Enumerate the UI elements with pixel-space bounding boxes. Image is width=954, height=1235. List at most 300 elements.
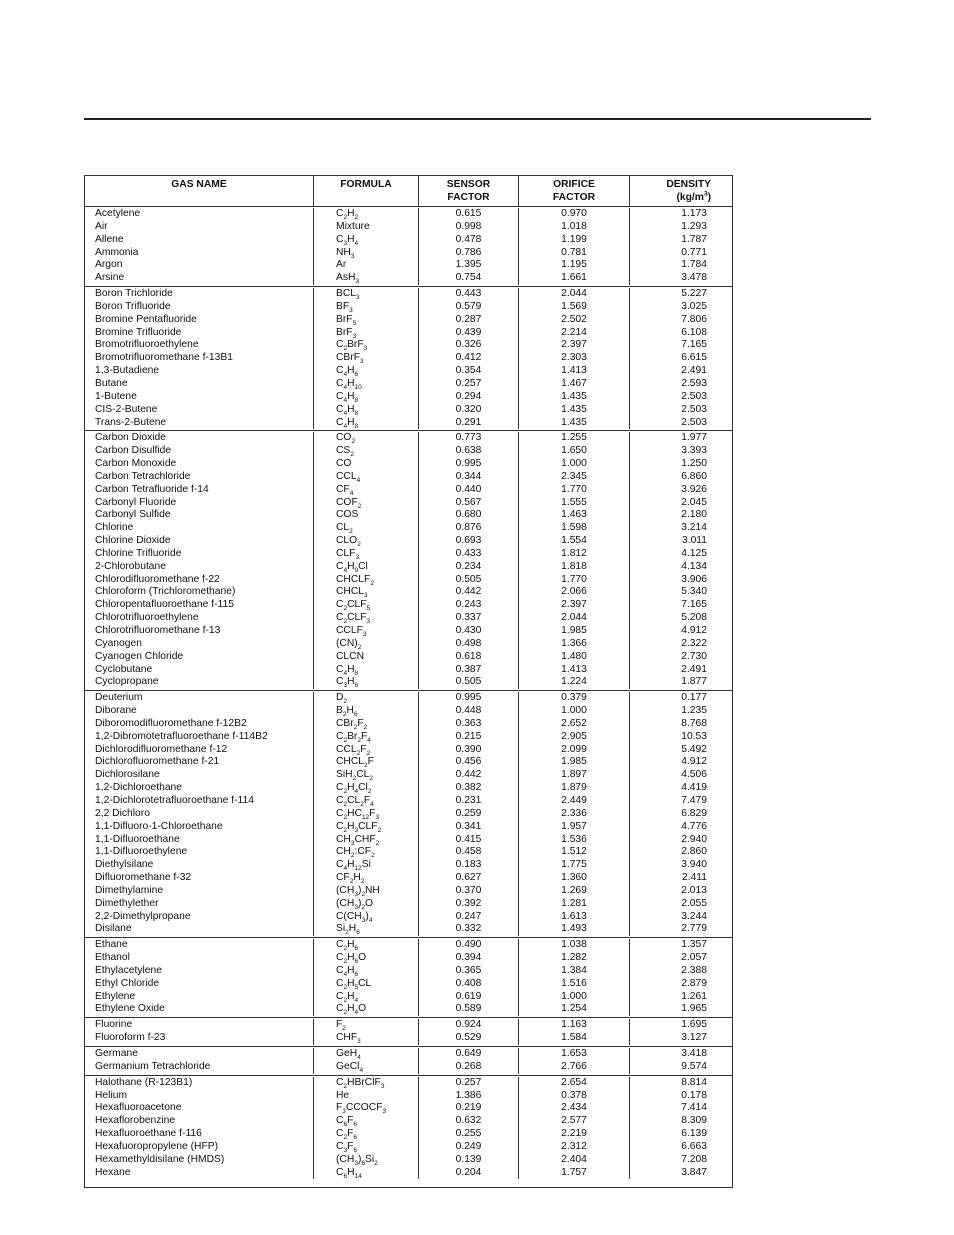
orifice-factor-cell: 0.781	[518, 247, 629, 260]
formula-cell: $(CH_3)_2NH$	[313, 885, 418, 898]
sensor-factor-cell: 0.924	[418, 1019, 518, 1032]
formula-cell: $C_2CLF_3$	[313, 612, 418, 625]
density-cell: 2.411	[629, 872, 732, 885]
table-row	[85, 731, 732, 744]
table-row	[85, 417, 732, 430]
formula-subscript: 3	[380, 1082, 385, 1090]
gas-name-cell: Boron Trifluoride	[95, 300, 171, 312]
formula-subscript: 2	[367, 788, 372, 796]
gas-name-cell: Ammonia	[95, 246, 139, 258]
table-row	[85, 923, 732, 936]
orifice-factor-cell: 1.199	[518, 234, 629, 247]
gas-name-cell: Butane	[95, 377, 128, 389]
formula-subscript: 2	[357, 643, 362, 651]
table-row	[85, 744, 732, 757]
gas-name-cell: Cyclopropane	[95, 676, 159, 688]
density-cell: 2.879	[629, 978, 732, 991]
gas-name-cell: Dichlorodifluoromethane f-12	[95, 743, 228, 755]
formula-cell: $CH_2:CF_2$	[313, 846, 418, 859]
orifice-factor-cell: 1.281	[518, 898, 629, 911]
formula-subscript: 4	[343, 865, 348, 873]
orifice-factor-cell: 2.219	[518, 1128, 629, 1141]
formula-subscript: 4	[343, 409, 348, 417]
formula-subscript: 2	[357, 541, 361, 549]
formula-subscript: 2	[364, 762, 368, 770]
orifice-factor-cell: 2.336	[518, 808, 629, 821]
gas-name-cell: Cyanogen	[95, 637, 142, 649]
orifice-factor-cell: 1.569	[518, 301, 629, 314]
density-cell: 0.178	[629, 1090, 732, 1103]
table-row	[85, 221, 732, 234]
formula-cell: He	[313, 1090, 418, 1103]
table-row	[85, 834, 732, 847]
orifice-factor-cell: 2.303	[518, 352, 629, 365]
gas-name-cell: Fluorine	[95, 1019, 133, 1031]
sensor-factor-cell: 0.243	[418, 599, 518, 612]
formula-cell: Ar	[313, 259, 418, 272]
density-cell: 3.393	[629, 445, 732, 458]
formula-subscript: 6	[354, 682, 359, 690]
formula-cell: $C_3F_6$	[313, 1141, 418, 1154]
gas-name-cell: Bromine Pentafluoride	[95, 313, 197, 325]
formula-cell: $D_2$	[313, 692, 418, 705]
formula-subscript: 2	[343, 996, 348, 1004]
gas-name-cell: Disilane	[95, 923, 132, 935]
orifice-factor-cell: 1.957	[518, 821, 629, 834]
table-row	[85, 872, 732, 885]
gas-name-cell: Carbonyl Fluoride	[95, 496, 177, 508]
sensor-factor-cell: 0.231	[418, 795, 518, 808]
table-row	[85, 272, 732, 285]
formula-subscript: 2	[375, 839, 380, 847]
table-row	[85, 445, 732, 458]
density-cell: 3.906	[629, 574, 732, 587]
density-cell: 7.414	[629, 1102, 732, 1115]
formula-cell: $C_2H_4Cl_2$	[313, 782, 418, 795]
formula-subscript: 3	[354, 903, 358, 911]
orifice-factor-cell: 1.554	[518, 535, 629, 548]
table-row	[85, 1019, 732, 1032]
gas-name-cell: Bromotrifluoromethane f-13B1	[95, 352, 233, 364]
table-row	[85, 705, 732, 718]
gas-name-cell: Hexane	[95, 1166, 131, 1178]
table-row	[85, 911, 732, 924]
formula-subscript: 6	[361, 1159, 365, 1167]
formula-cell: GeCl$_4$	[313, 1061, 418, 1074]
formula-subscript: 2	[342, 1025, 346, 1033]
table-group	[85, 287, 732, 431]
gas-name-cell: Chlorotrifluoromethane f-13	[95, 625, 221, 636]
formula-subscript: 2	[353, 723, 358, 731]
orifice-factor-cell: 1.584	[518, 1032, 629, 1045]
formula-cell: $C_2H_5CL$	[313, 978, 418, 991]
density-cell: 4.912	[629, 625, 732, 638]
table-row	[85, 352, 732, 365]
sensor-factor-cell: 0.632	[418, 1115, 518, 1128]
density-cell: 7.165	[629, 339, 732, 352]
gas-name-cell: 1,2-Dichlorotetrafluoroethane f-114	[95, 794, 254, 806]
formula-cell: $B_2H_6$	[313, 705, 418, 718]
formula-subscript: 2	[354, 214, 359, 221]
orifice-factor-cell: 1.435	[518, 404, 629, 417]
sensor-factor-cell: 0.257	[418, 1077, 518, 1090]
formula-cell: $C_2H_2$	[313, 208, 418, 221]
sensor-factor-cell: 0.589	[418, 1003, 518, 1016]
formula-subscript: 2	[377, 826, 382, 834]
formula-cell: $C_2BrF_3$	[313, 339, 418, 352]
formula-subscript: 6	[353, 1146, 357, 1154]
table-row	[85, 885, 732, 898]
formula-subscript: 2	[374, 1159, 378, 1167]
formula-cell: CO	[313, 458, 418, 471]
formula-subscript: 3	[352, 332, 357, 340]
formula-subscript: 2	[352, 775, 357, 783]
density-cell: 1.784	[629, 259, 732, 272]
formula-cell: $BCL_3$	[313, 288, 418, 301]
sensor-factor-cell: 0.363	[418, 718, 518, 731]
density-cell: 1.977	[629, 432, 732, 445]
orifice-factor-cell: 1.770	[518, 484, 629, 497]
table-row	[85, 965, 732, 978]
table-row	[85, 1077, 732, 1090]
table-row	[85, 1048, 732, 1061]
table-row	[85, 808, 732, 821]
density-cell: 5.227	[629, 288, 732, 301]
table-row	[85, 586, 732, 599]
gas-name-cell: Chlorine	[95, 522, 134, 534]
sensor-factor-cell: 0.440	[418, 484, 518, 497]
gas-name-cell: 1,3-Butadiene	[95, 365, 160, 377]
formula-subscript: 2	[351, 438, 356, 446]
orifice-factor-cell: 1.224	[518, 676, 629, 689]
gas-name-cell: Carbon Dioxide	[95, 432, 166, 444]
sensor-factor-cell: 0.439	[418, 327, 518, 340]
orifice-factor-cell: 1.536	[518, 834, 629, 847]
table-row	[85, 365, 732, 378]
gas-name-cell: Boron Trichloride	[95, 288, 173, 300]
gas-name-cell: 2,2-Dimethylpropane	[95, 910, 191, 922]
orifice-factor-cell: 1.384	[518, 965, 629, 978]
formula-subscript: 3	[382, 1108, 387, 1116]
formula-subscript: 2	[356, 749, 361, 757]
sensor-factor-cell: 0.294	[418, 391, 518, 404]
formula-cell: $C_2CL_2F_4$	[313, 795, 418, 808]
formula-subscript: 4	[354, 239, 359, 247]
table-row	[85, 522, 732, 535]
formula-subscript: 6	[354, 970, 359, 978]
formula-cell: BrF$_3$	[313, 327, 418, 340]
formula-subscript: 2	[343, 605, 348, 613]
density-cell: 6.860	[629, 471, 732, 484]
formula-cell: $CLF_3$	[313, 548, 418, 561]
formula-subscript: 4	[367, 736, 371, 744]
formula-subscript: 5	[354, 983, 359, 991]
table-row	[85, 859, 732, 872]
table-group	[85, 431, 732, 691]
gas-name-cell: Dimethylether	[95, 897, 159, 909]
density-cell: 6.108	[629, 327, 732, 340]
header-sensor-factor-line2: FACTOR	[447, 192, 490, 203]
formula-subscript: 10	[354, 383, 362, 391]
table-group	[85, 1047, 732, 1076]
sensor-factor-cell: 0.490	[418, 939, 518, 952]
sensor-factor-cell: 0.390	[418, 744, 518, 757]
sensor-factor-cell: 0.326	[418, 339, 518, 352]
formula-cell: $C_2HC_{12}F_3$	[313, 808, 418, 821]
formula-subscript: 8	[354, 422, 359, 430]
gas-name-cell: Cyclobutane	[95, 663, 153, 675]
gas-name-cell: Chlorodifluoromethane f-22	[95, 573, 220, 585]
density-cell: 1.235	[629, 705, 732, 718]
formula-subscript: 3	[375, 813, 380, 821]
density-cell: 2.491	[629, 664, 732, 677]
formula-cell: $C_2H_4$	[313, 991, 418, 1004]
table-row	[85, 756, 732, 769]
formula-subscript: 2	[343, 958, 348, 966]
sensor-factor-cell: 0.247	[418, 911, 518, 924]
gas-name-cell: Ethylene	[95, 990, 136, 1002]
table-row	[85, 378, 732, 391]
formula-subscript: 2	[357, 736, 361, 744]
table-row	[85, 1141, 732, 1154]
formula-subscript: 4	[343, 566, 348, 574]
header-sensor-factor-line1: SENSOR	[446, 179, 491, 190]
density-cell: 2.322	[629, 638, 732, 651]
orifice-factor-cell: 0.378	[518, 1090, 629, 1103]
formula-subscript: 3	[343, 239, 348, 247]
formula-subscript: 3	[350, 252, 355, 260]
density-cell: 6.139	[629, 1128, 732, 1141]
formula-subscript: 2	[366, 749, 371, 757]
formula-cell: $CF_2H_2$	[313, 872, 418, 885]
density-cell: 2.388	[629, 965, 732, 978]
table-row	[85, 898, 732, 911]
gas-name-cell: 1,1-Difluoroethylene	[95, 846, 188, 858]
table-row	[85, 259, 732, 272]
sensor-factor-cell: 0.415	[418, 834, 518, 847]
sensor-factor-cell: 0.234	[418, 561, 518, 574]
density-cell: 8.814	[629, 1077, 732, 1090]
sensor-factor-cell: 0.619	[418, 991, 518, 1004]
orifice-factor-cell: 1.653	[518, 1048, 629, 1061]
gas-name-cell: Argon	[95, 259, 123, 271]
gas-name-cell: Carbon Monoxide	[95, 458, 177, 470]
table-row	[85, 432, 732, 445]
formula-subscript: 2	[343, 983, 348, 991]
table-row	[85, 638, 732, 651]
formula-cell: Mixture	[313, 221, 418, 234]
sensor-factor-cell: 0.998	[418, 221, 518, 234]
density-cell: 1.695	[629, 1019, 732, 1032]
formula-cell: $C_2F_6$	[313, 1128, 418, 1141]
formula-subscript: 2	[363, 723, 368, 731]
formula-subscript: 4	[354, 1009, 359, 1017]
formula-subscript: 6	[353, 1134, 357, 1142]
table-group	[85, 1018, 732, 1047]
formula-subscript: 4	[368, 916, 373, 924]
formula-subscript: 2	[343, 618, 348, 626]
table-row	[85, 458, 732, 471]
formula-subscript: 2	[343, 813, 348, 821]
density-cell: 10.53	[629, 731, 732, 744]
formula-cell: $C_2H_4O$	[313, 1003, 418, 1016]
formula-subscript: 2	[343, 826, 348, 834]
gas-name-cell: 2-Chlorobutane	[95, 560, 166, 572]
table-row	[85, 509, 732, 522]
gas-name-cell: Ethanol	[95, 952, 130, 964]
formula-cell: $C_2H_3CLF_2$	[313, 821, 418, 834]
gas-name-cell: Halothane (R-123B1)	[95, 1076, 193, 1088]
sensor-factor-cell: 0.392	[418, 898, 518, 911]
sensor-factor-cell: 0.456	[418, 756, 518, 769]
orifice-factor-cell: 1.775	[518, 859, 629, 872]
table-row	[85, 535, 732, 548]
gas-name-cell: Hexafuoropropylene (HFP)	[95, 1140, 219, 1152]
sensor-factor-cell: 0.255	[418, 1128, 518, 1141]
formula-subscript: 6	[353, 711, 358, 719]
table-row	[85, 1090, 732, 1103]
density-cell: 3.127	[629, 1032, 732, 1045]
table-row	[85, 391, 732, 404]
sensor-factor-cell: 0.370	[418, 885, 518, 898]
gas-name-cell: Germane	[95, 1048, 138, 1059]
formula-cell: $BF_3$	[313, 301, 418, 314]
formula-subscript: 2	[349, 878, 354, 886]
gas-name-cell: Dichlorofluoromethane f-21	[95, 756, 220, 768]
gas-name-cell: Bromine Trifluoride	[95, 326, 182, 338]
orifice-factor-cell: 2.652	[518, 718, 629, 731]
formula-cell: $C(CH_3)_4$	[313, 911, 418, 924]
gas-name-cell: Diethylsilane	[95, 859, 154, 871]
density-cell: 1.250	[629, 458, 732, 471]
gas-name-cell: Chlorotrifluoroethylene	[95, 612, 199, 624]
density-cell: 7.165	[629, 599, 732, 612]
formula-subscript: 8	[354, 396, 359, 404]
orifice-factor-cell: 1.413	[518, 365, 629, 378]
formula-subscript: 3	[363, 345, 368, 353]
formula-subscript: 4	[359, 1066, 364, 1074]
gas-name-cell: Carbon Tetrafluoride f-14	[95, 483, 209, 495]
orifice-factor-cell: 1.613	[518, 911, 629, 924]
header-rule	[84, 118, 871, 120]
density-cell: 2.779	[629, 923, 732, 936]
formula-subscript: 2	[343, 698, 348, 706]
table-row	[85, 247, 732, 260]
density-cell: 5.492	[629, 744, 732, 757]
gas-name-cell: Fluoroform f-23	[95, 1032, 166, 1044]
density-cell: 4.134	[629, 561, 732, 574]
density-cell: 3.011	[629, 535, 732, 548]
table-row	[85, 939, 732, 952]
formula-cell: $C_4H_8$	[313, 417, 418, 430]
formula-cell: $(CH_3)_2O$	[313, 898, 418, 911]
formula-subscript: 6	[354, 371, 359, 379]
formula-subscript: 2	[360, 800, 364, 808]
density-cell: 5.208	[629, 612, 732, 625]
formula-cell: $CH_3CHF_2$	[313, 834, 418, 847]
formula-cell: $CHCL_3$	[313, 586, 418, 599]
sensor-factor-cell: 0.268	[418, 1061, 518, 1074]
density-cell: 2.055	[629, 898, 732, 911]
table-row	[85, 952, 732, 965]
sensor-factor-cell: 0.478	[418, 234, 518, 247]
table-row	[85, 991, 732, 1004]
formula-cell: $F_3CCOCF_3$	[313, 1102, 418, 1115]
orifice-factor-cell: 1.493	[518, 923, 629, 936]
table-row	[85, 561, 732, 574]
formula-subscript: 4	[356, 476, 361, 484]
sensor-factor-cell: 0.442	[418, 769, 518, 782]
density-cell: 1.173	[629, 208, 732, 221]
table-row	[85, 978, 732, 991]
density-cell: 2.057	[629, 952, 732, 965]
formula-subscript: 2	[361, 890, 365, 898]
orifice-factor-cell: 1.413	[518, 664, 629, 677]
density-cell: 3.940	[629, 859, 732, 872]
formula-cell: $C_6H_{14}$	[313, 1167, 418, 1180]
table-group	[85, 1076, 732, 1188]
sensor-factor-cell: 0.618	[418, 651, 518, 664]
sensor-factor-cell: 1.395	[418, 259, 518, 272]
table-row	[85, 676, 732, 689]
density-cell: 6.663	[629, 1141, 732, 1154]
sensor-factor-cell: 0.320	[418, 404, 518, 417]
orifice-factor-cell: 1.255	[518, 432, 629, 445]
gas-name-cell: 2,2 Dichloro	[95, 807, 150, 819]
orifice-factor-cell: 2.214	[518, 327, 629, 340]
sensor-factor-cell: 0.448	[418, 705, 518, 718]
gas-name-cell: Ethyl Chloride	[95, 977, 160, 989]
density-cell: 4.912	[629, 756, 732, 769]
gas-name-cell: 1,1-Difluoro-1-Chloroethane	[95, 820, 223, 832]
gas-name-cell: 1,2-Dichloroethane	[95, 782, 183, 794]
formula-cell: $CHF_3$	[313, 1032, 418, 1045]
table-row	[85, 1061, 732, 1074]
header-sensor-factor	[418, 176, 518, 206]
orifice-factor-cell: 2.397	[518, 599, 629, 612]
orifice-factor-cell: 1.467	[518, 378, 629, 391]
density-cell: 1.787	[629, 234, 732, 247]
density-cell: 6.615	[629, 352, 732, 365]
formula-cell: $C_3H_6$	[313, 676, 418, 689]
density-cell: 6.829	[629, 808, 732, 821]
orifice-factor-cell: 1.650	[518, 445, 629, 458]
formula-subscript: 12	[361, 813, 370, 821]
formula-cell: $CHCLF_2$	[313, 574, 418, 587]
table-row	[85, 404, 732, 417]
gas-name-cell: Chloroform (Trichloromethane)	[95, 586, 236, 598]
orifice-factor-cell: 1.512	[518, 846, 629, 859]
sensor-factor-cell: 0.458	[418, 846, 518, 859]
formula-subscript: 2	[349, 528, 353, 536]
density-cell: 3.418	[629, 1048, 732, 1061]
formula-cell: BrF$_5$	[313, 314, 418, 327]
formula-cell: $C_6F_6$	[313, 1115, 418, 1128]
gas-name-cell: 1,1-Difluoroethane	[95, 833, 180, 845]
formula-subscript: 3	[354, 1159, 358, 1167]
gas-name-cell: Chlorine Trifluoride	[95, 547, 182, 559]
formula-cell: $C_4H_8$	[313, 391, 418, 404]
density-cell: 2.503	[629, 404, 732, 417]
formula-cell: $C_4H_6$	[313, 965, 418, 978]
gas-name-cell: Diborane	[95, 705, 137, 717]
formula-cell: $CHCL_2F$	[313, 756, 418, 769]
sensor-factor-cell: 0.754	[418, 272, 518, 285]
density-cell: 2.593	[629, 378, 732, 391]
density-cell: 3.926	[629, 484, 732, 497]
sensor-factor-cell: 0.773	[418, 432, 518, 445]
header-density-line1: DENSITY	[666, 179, 711, 190]
